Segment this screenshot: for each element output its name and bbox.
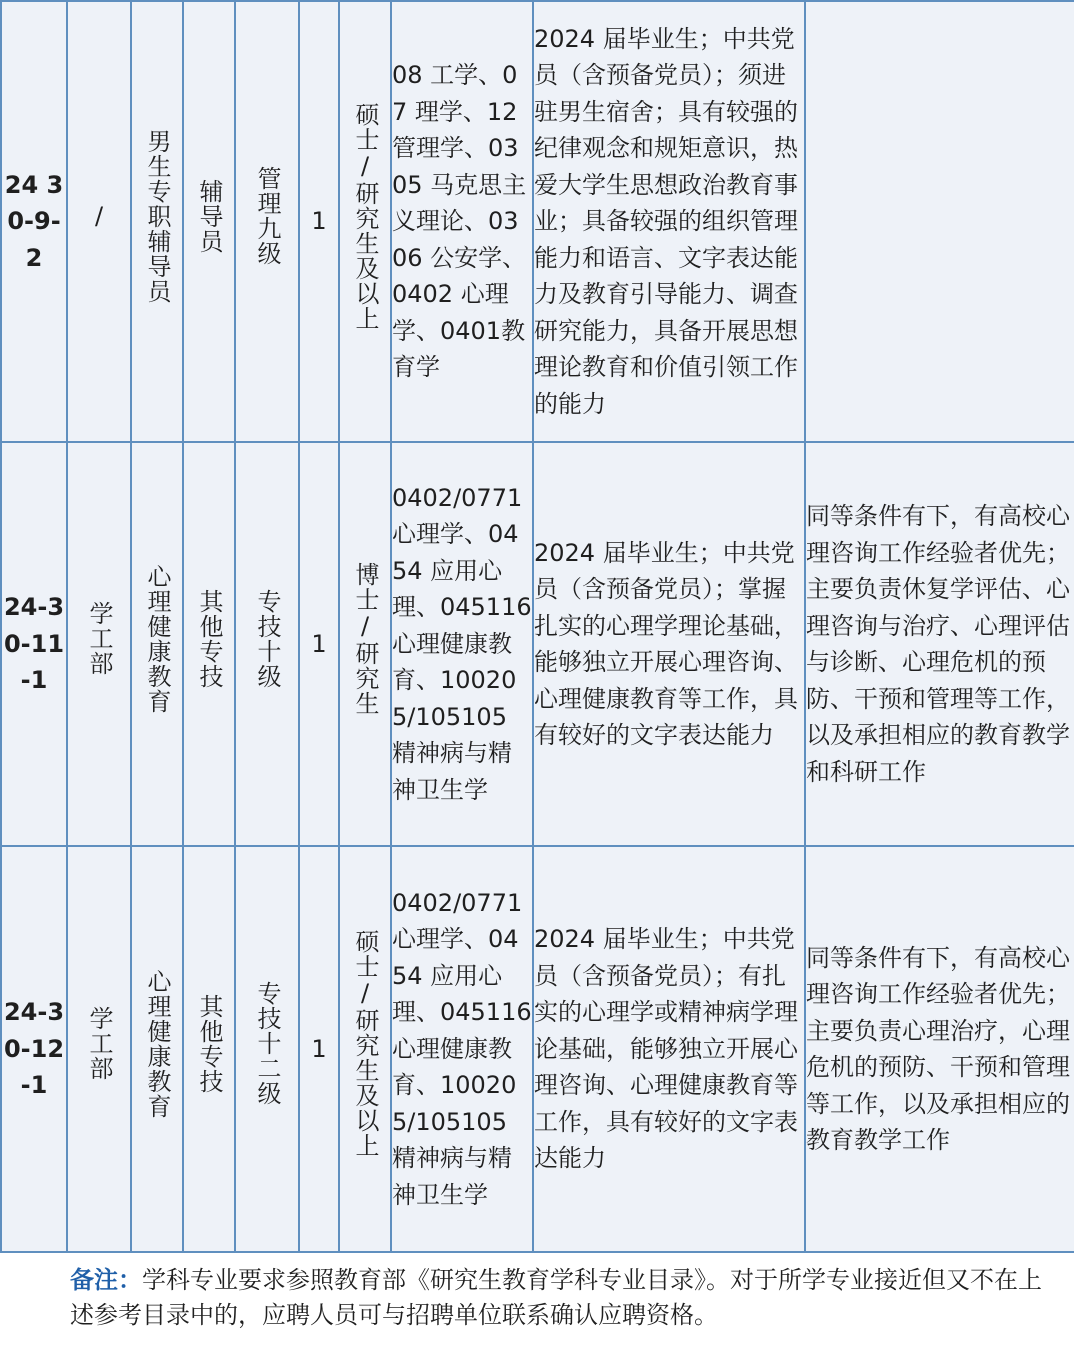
footer-note [0, 1251, 1074, 1357]
headcount: 1 [299, 846, 339, 1252]
other-requirements: 2024 届毕业生；中共党员（含预备党员）；须进驻男生宿舍；具有较强的纪律观念和规矩意识，热爱大学生思想政治教育事业；具备较强的组织管理能力和语言、文字表达能力及教育引导能力、调查研究能力，具备开展思想理论教育和价值引领工作的能力 [533, 1, 805, 442]
position-code: 24 30-9-2 [1, 1, 67, 442]
notes: 同等条件有下，有高校心理咨询工作经验者优先；主要负责休复学评估、心理咨询与治疗、心理评估与诊断、心理危机的预防、干预和管理等工作，以及承担相应的教育教学和科研工作 [805, 442, 1074, 846]
headcount: 1 [299, 1, 339, 442]
table-row [1, 846, 1074, 1252]
other-requirements: 2024 届毕业生；中共党员（含预备党员）；掌握扎实的心理学理论基础，能够独立开展心理咨询、心理健康教育等工作，具有较好的文字表达能力 [533, 442, 805, 846]
headcount: 1 [299, 442, 339, 846]
position-name: 心理健康教育 [131, 442, 183, 846]
major-requirement: 0402/0771 心理学、0454 应用心理、045116 心理健康教育、100205/105105 精神病与精神卫生学 [391, 442, 533, 846]
table-row [1, 1, 1074, 442]
table-row [1, 442, 1074, 846]
notes [805, 1, 1074, 442]
position-level: 管理九级 [235, 1, 299, 442]
education: 硕士/研究生及以上 [339, 846, 391, 1252]
footer-label: 备注： [70, 1266, 142, 1294]
position-category: 其他专技 [183, 442, 235, 846]
major-requirement: 0402/0771 心理学、0454 应用心理、045116 心理健康教育、100205/105105 精神病与精神卫生学 [391, 846, 533, 1252]
education: 硕士/研究生及以上 [339, 1, 391, 442]
position-level: 专技十二级 [235, 846, 299, 1252]
position-name: 心理健康教育 [131, 846, 183, 1252]
footer-text: 学科专业要求参照教育部《研究生教育学科专业目录》。对于所学专业接近但又不在上述参考目录中的，应聘人员可与招聘单位联系确认应聘资格。 [70, 1266, 1042, 1329]
other-requirements: 2024 届毕业生；中共党员（含预备党员）；有扎实的心理学或精神病学理论基础，能够独立开展心理咨询、心理健康教育等工作，具有较好的文字表达能力 [533, 846, 805, 1252]
position-code: 24-30-12-1 [1, 846, 67, 1252]
position-name: 男生专职辅导员 [131, 1, 183, 442]
department: / [67, 1, 131, 442]
notes: 同等条件有下，有高校心理咨询工作经验者优先；主要负责心理治疗，心理危机的预防、干预和管理等工作，以及承担相应的教育教学工作 [805, 846, 1074, 1252]
education: 博士/研究生 [339, 442, 391, 846]
major-requirement: 08 工学、07 理学、12管理学、0305 马克思主义理论、0306 公安学、0402 心理学、0401教育学 [391, 1, 533, 442]
department: 学工部 [67, 846, 131, 1252]
department: 学工部 [67, 442, 131, 846]
position-code: 24-30-11-1 [1, 442, 67, 846]
position-level: 专技十级 [235, 442, 299, 846]
position-category: 辅导员 [183, 1, 235, 442]
position-category: 其他专技 [183, 846, 235, 1252]
